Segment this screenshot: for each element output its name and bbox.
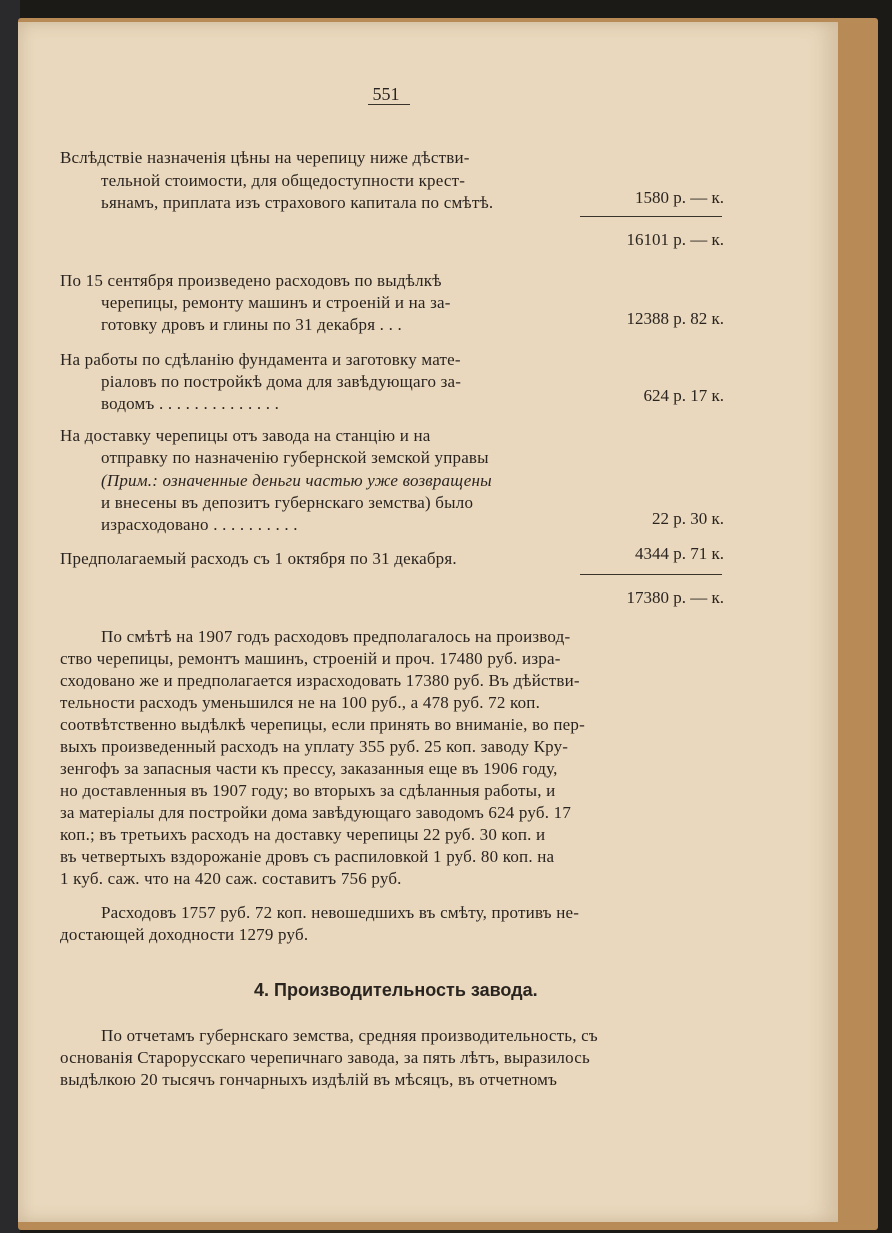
paragraph-line: основанія Старорусскаго черепичнаго завода, за пять лѣтъ, выразилось [60, 1048, 590, 1067]
paragraph-line: за матеріалы для постройки дома завѣдующаго заводомъ 624 руб. 17 [60, 803, 572, 822]
paragraph-line: тельности расходъ уменьшился не на 100 руб., а 478 руб. 72 коп. [60, 693, 541, 712]
text-line: По 15 сентября произведено расходовъ по выдѣлкѣ [60, 271, 442, 290]
amount: 1580 р. — к. [634, 188, 724, 207]
paragraph-line: достающей доходности 1279 руб. [60, 925, 309, 944]
text-line: и внесены въ депозитъ губернскаго земства) было [101, 493, 474, 512]
paragraph-line: но доставленныя въ 1907 году; во вторыхъ за сдѣланныя работы, и [60, 781, 556, 800]
text-line: водомъ . . . . . . . . . . . . . . [101, 394, 280, 413]
paragraph-line: По отчетамъ губернскаго земства, средняя производительность, съ [101, 1026, 598, 1045]
text-line: израсходовано . . . . . . . . . . [101, 515, 298, 534]
text-line: На работы по сдѣланію фундамента и заготовку мате- [60, 350, 461, 369]
subtotal-amount: 16101 р. — к. [626, 230, 724, 249]
text-line: ьянамъ, приплата изъ страхового капитала по смѣтѣ. [101, 193, 494, 212]
page-number: 551 [372, 84, 400, 104]
paragraph-line: въ четвертыхъ вздорожаніе дровъ съ распиловкой 1 руб. 80 коп. на [60, 847, 555, 866]
text-line: готовку дровъ и глины по 31 декабря . . . [101, 315, 402, 334]
sum-rule [580, 216, 722, 217]
book-cover-left [0, 0, 20, 1233]
text-line: ріаловъ по постройкѣ дома для завѣдующаго за- [101, 372, 462, 391]
text-line: На доставку черепицы отъ завода на станцію и на [60, 426, 431, 445]
paragraph-line: сходовано же и предполагается израсходовать 17380 руб. Въ дѣйстви- [60, 671, 580, 690]
paragraph-line: По смѣтѣ на 1907 годъ расходовъ предполагалось на производ- [101, 627, 571, 646]
paragraph-line: выдѣлкою 20 тысячъ гончарныхъ издѣлій въ мѣсяцъ, въ отчетномъ [60, 1070, 558, 1089]
amount: 624 р. 17 к. [643, 386, 724, 405]
amount: 4344 р. 71 к. [634, 544, 724, 563]
paragraph-line: коп.; въ третьихъ расходъ на доставку черепицы 22 руб. 30 коп. и [60, 825, 546, 844]
text-line: отправку по назначенію губернской земской управы [101, 448, 489, 467]
paragraph-line: 1 куб. саж. что на 420 саж. составитъ 756 руб. [60, 869, 402, 888]
text-line: черепицы, ремонту машинъ и строеній и на за- [101, 293, 451, 312]
section-heading: 4. Производительность завода. [254, 980, 538, 1000]
subtotal-amount: 17380 р. — к. [626, 588, 724, 607]
text-line: тельной стоимости, для общедоступности крест- [101, 171, 466, 190]
paragraph-line: зенгофъ за запасныя части къ прессу, заказанныя еще въ 1906 году, [60, 759, 558, 778]
amount: 22 р. 30 к. [651, 509, 724, 528]
paragraph-line: выхъ произведенный расходъ на уплату 355 руб. 25 коп. заводу Кру- [60, 737, 569, 756]
page-number-underline [368, 104, 410, 105]
text-line: Предполагаемый расходъ съ 1 октября по 31 декабря. [60, 549, 457, 568]
sum-rule [580, 574, 722, 575]
paragraph-line: Расходовъ 1757 руб. 72 коп. невошедшихъ въ смѣту, противъ не- [101, 903, 580, 922]
amount: 12388 р. 82 к. [626, 309, 724, 328]
text-line: (Прим.: означенные деньги частью уже возвращены [101, 471, 492, 490]
paragraph-line: ство черепицы, ремонтъ машинъ, строеній и проч. 17480 руб. изра- [60, 649, 561, 668]
paragraph-line: соотвѣтственно выдѣлкѣ черепицы, если принять во вниманіе, во пер- [60, 715, 585, 734]
text-line: Вслѣдствіе назначенія цѣны на черепицу ниже дѣстви- [60, 148, 470, 167]
